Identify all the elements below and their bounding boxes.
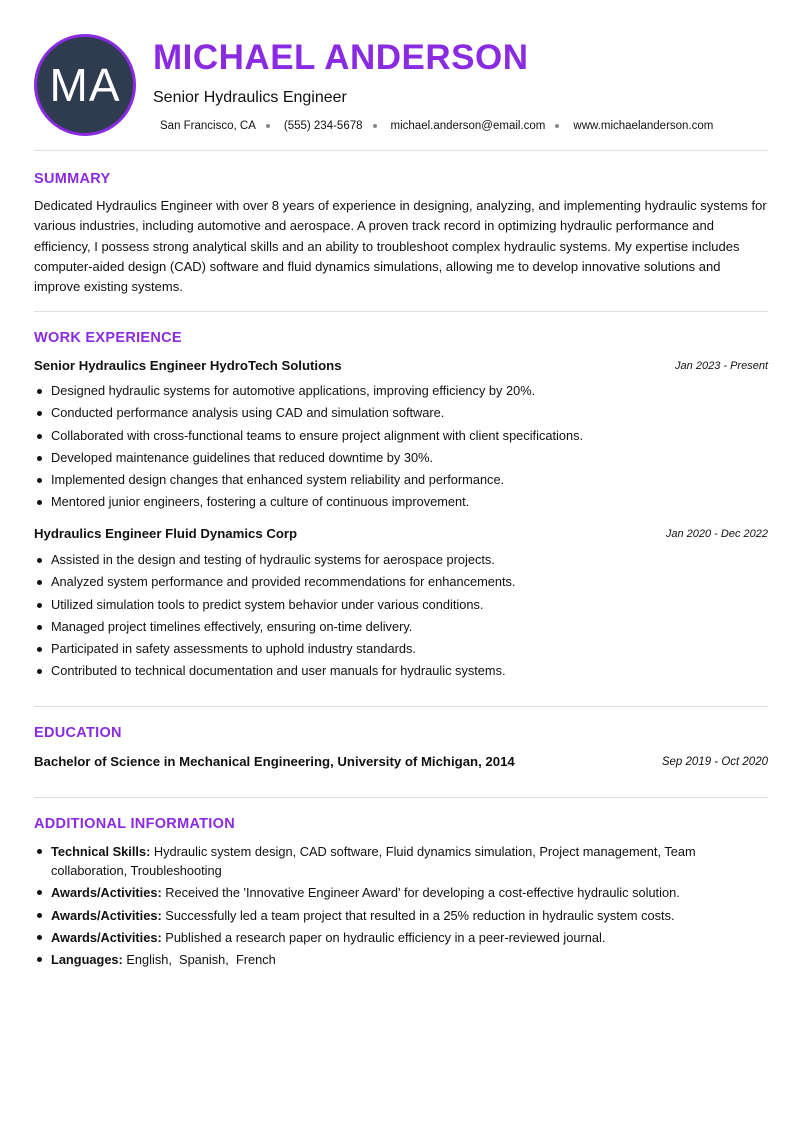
contact-website[interactable]: www.michaelanderson.com: [573, 120, 714, 132]
education-entry: [34, 754, 768, 772]
list-item: Designed hydraulic systems for automotive applications, improving efficiency by 20%.: [34, 381, 768, 403]
section-title-additional: ADDITIONAL INFORMATION: [34, 816, 235, 832]
list-item: [34, 928, 768, 947]
list-item: [34, 842, 768, 880]
list-item: Managed project timelines effectively, ensuring on-time delivery.: [34, 617, 768, 639]
contact-email[interactable]: michael.anderson@email.com: [390, 120, 546, 132]
job-date: Jan 2023 - Present: [675, 360, 768, 372]
list-item: Collaborated with cross-functional teams to ensure project alignment with client specifications.: [34, 426, 768, 448]
info-text: Successfully led a team project that resulted in a 25% reduction in hydraulic system costs.: [165, 907, 675, 923]
list-item: Analyzed system performance and provided recommendations for enhancements.: [34, 572, 768, 594]
list-item: [34, 883, 768, 902]
list-item: Contributed to technical documentation and user manuals for hydraulic systems.: [34, 661, 768, 683]
list-item: Developed maintenance guidelines that reduced downtime by 30%.: [34, 448, 768, 470]
list-item: Participated in safety assessments to uphold industry standards.: [34, 639, 768, 661]
info-text: Hydraulic system design, CAD software, Fluid dynamics simulation, Project management, Team collaboration, Troubleshooting: [51, 844, 696, 878]
divider: [34, 797, 768, 798]
info-label: Awards/Activities:: [51, 929, 162, 945]
list-item: Mentored junior engineers, fostering a culture of continuous improvement.: [34, 492, 768, 514]
info-label: Languages:: [51, 952, 123, 968]
list-item: Assisted in the design and testing of hydraulic systems for aerospace projects.: [34, 550, 768, 572]
summary-text: Dedicated Hydraulics Engineer with over 8 years of experience in designing, analyzing, and implementing hydraulic systems for various industries, including automotive and aerospace. A proven track record in optimizing hydraulic performance and efficiency, I possess strong analytical skills and an ability to troubleshoot complex hydraulic systems. My expertise includes computer-aided design (CAD) software and fluid dynamics simulations, allowing me to develop innovative solutions and improve existing systems.: [34, 198, 767, 295]
section-title-summary: SUMMARY: [34, 171, 111, 187]
job-header: [34, 358, 768, 376]
divider: [34, 150, 768, 151]
info-label: Technical Skills:: [51, 844, 151, 859]
separator-dot-icon: [266, 124, 270, 128]
job-date: Jan 2020 - Dec 2022: [665, 528, 768, 540]
list-item: Utilized simulation tools to predict system behavior under various conditions.: [34, 595, 768, 617]
info-label: Awards/Activities:: [51, 907, 162, 923]
resume-header: [34, 34, 768, 138]
info-text: English, Spanish, French: [126, 952, 276, 968]
section-title-education: EDUCATION: [34, 725, 122, 741]
job-bullets: [34, 381, 768, 515]
job-title: Senior Hydraulics Engineer HydroTech Solutions: [34, 358, 342, 373]
divider: [34, 706, 768, 707]
candidate-name: MICHAEL ANDERSON: [153, 38, 529, 77]
divider: [34, 311, 768, 312]
additional-info-list: [34, 842, 768, 972]
avatar: MA: [34, 34, 136, 136]
education-degree: Bachelor of Science in Mechanical Engineering, University of Michigan, 2014: [34, 754, 515, 769]
contact-line: [160, 120, 713, 132]
separator-dot-icon: [373, 124, 377, 128]
candidate-role: Senior Hydraulics Engineer: [153, 89, 347, 106]
list-item: [34, 906, 768, 925]
separator-dot-icon: [555, 124, 559, 128]
info-text: Received the 'Innovative Engineer Award' for developing a cost-effective hydraulic solution.: [165, 885, 680, 901]
section-title-experience: WORK EXPERIENCE: [34, 330, 182, 346]
contact-phone[interactable]: (555) 234-5678: [283, 120, 363, 132]
job-title: Hydraulics Engineer Fluid Dynamics Corp: [34, 526, 298, 541]
list-item: Implemented design changes that enhanced system reliability and performance.: [34, 470, 768, 492]
education-date: Sep 2019 - Oct 2020: [661, 756, 768, 768]
job-bullets: [34, 550, 768, 684]
contact-location: San Francisco, CA: [160, 120, 256, 132]
info-text: Published a research paper on hydraulic efficiency in a peer-reviewed journal.: [165, 929, 606, 945]
job-header: [34, 526, 768, 544]
list-item: Conducted performance analysis using CAD and simulation software.: [34, 403, 768, 425]
list-item: [34, 950, 768, 969]
info-label: Awards/Activities:: [51, 885, 162, 901]
